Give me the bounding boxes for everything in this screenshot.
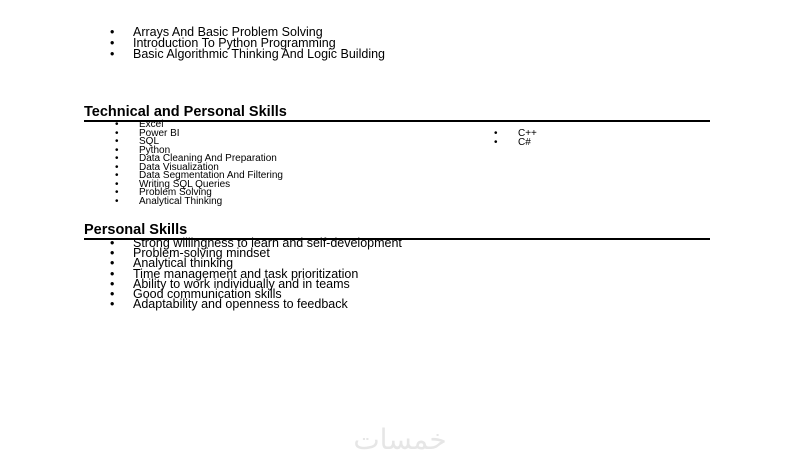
list-item: • Python <box>139 147 283 156</box>
personal-skills-heading: Personal Skills <box>84 222 710 240</box>
list-item: • Data Visualization <box>139 164 283 173</box>
list-item: • Excel <box>139 121 283 130</box>
list-item: • Problem Solving <box>139 189 283 198</box>
technical-skills-heading: Technical and Personal Skills <box>84 104 710 122</box>
list-item: • Ability to work individually and in teams <box>133 279 402 289</box>
technical-skills-list-right <box>518 130 537 147</box>
list-item: • Writing SQL Queries <box>139 181 283 190</box>
list-item: • SQL <box>139 138 283 147</box>
list-item: • C++ <box>518 130 537 139</box>
list-item: • C# <box>518 139 537 148</box>
list-item: • Arrays And Basic Problem Solving <box>133 27 385 38</box>
technical-skills-list-left <box>139 121 283 206</box>
list-item: • Power BI <box>139 130 283 139</box>
list-item: • Basic Algorithmic Thinking And Logic Building <box>133 49 385 60</box>
list-item: • Data Cleaning And Preparation <box>139 155 283 164</box>
list-item: • Data Segmentation And Filtering <box>139 172 283 181</box>
khamsat-watermark: خمسات <box>353 423 447 456</box>
list-item: • Analytical thinking <box>133 258 402 268</box>
top-bullet-list <box>133 27 385 61</box>
list-item: • Strong willingness to learn and self-development <box>133 238 402 248</box>
list-item: • Problem-solving mindset <box>133 248 402 258</box>
list-item: • Introduction To Python Programming <box>133 38 385 49</box>
list-item: • Analytical Thinking <box>139 198 283 207</box>
list-item: • Time management and task prioritization <box>133 269 402 279</box>
list-item: • Good communication skills <box>133 289 402 299</box>
list-item: • Adaptability and openness to feedback <box>133 299 402 309</box>
personal-skills-list <box>133 236 402 312</box>
